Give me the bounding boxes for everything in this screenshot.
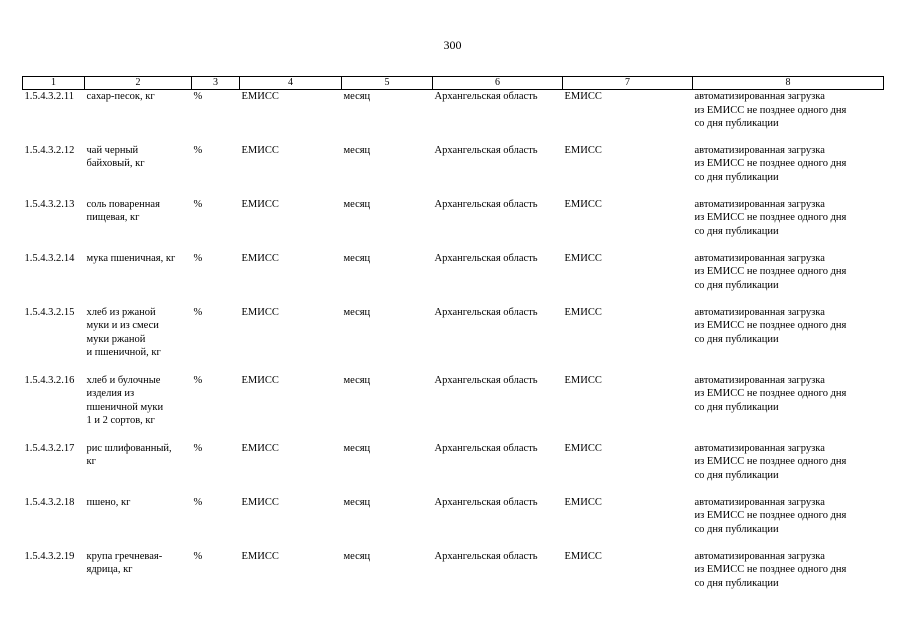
row-period-cell: месяц: [343, 252, 371, 264]
row-method-cell: автоматизированная загрузка из ЕМИСС не позднее одного дня со дня публикации: [694, 374, 847, 413]
table-row: [23, 374, 884, 442]
row-method-cell: автоматизированная загрузка из ЕМИСС не позднее одного дня со дня публикации: [694, 442, 847, 481]
row-period-cell: месяц: [343, 144, 371, 156]
row-name-cell: рис шлифованный, кг: [86, 442, 172, 468]
row-period-cell: месяц: [343, 374, 371, 386]
row-method-cell: автоматизированная загрузка из ЕМИСС не позднее одного дня со дня публикации: [694, 306, 847, 345]
row-provider-cell: ЕМИСС: [564, 252, 602, 264]
row-source-cell: ЕМИСС: [241, 306, 279, 318]
row-method-cell: автоматизированная загрузка из ЕМИСС не позднее одного дня со дня публикации: [694, 496, 847, 535]
header-cell: 2: [85, 77, 192, 90]
row-provider-cell: ЕМИСС: [564, 144, 602, 156]
row-period-cell: месяц: [343, 442, 371, 454]
header-cell: 3: [192, 77, 240, 90]
row-method-cell: автоматизированная загрузка из ЕМИСС не позднее одного дня со дня публикации: [694, 198, 847, 237]
row-code-cell: 1.5.4.3.2.17: [24, 442, 75, 454]
row-code-cell: 1.5.4.3.2.19: [24, 550, 75, 562]
row-code-cell: 1.5.4.3.2.18: [24, 496, 75, 508]
row-period-cell: месяц: [343, 550, 371, 562]
row-name-cell: хлеб из ржаной муки и из смеси муки ржаной и пшеничной, кг: [86, 306, 161, 359]
row-source-cell: ЕМИСС: [241, 144, 279, 156]
row-unit-cell: %: [193, 496, 203, 508]
table-row: [23, 306, 884, 374]
row-source-cell: ЕМИСС: [241, 374, 279, 386]
row-provider-cell: ЕМИСС: [564, 91, 602, 102]
row-unit-cell: %: [193, 252, 203, 264]
row-name-cell: хлеб и булочные изделия из пшеничной муки 1 и 2 сортов, кг: [86, 374, 164, 427]
row-provider-cell: ЕМИСС: [564, 496, 602, 508]
indicators-table: [22, 76, 884, 604]
header-cell: 4: [240, 77, 342, 90]
row-name-cell: крупа гречневая- ядрица, кг: [86, 550, 163, 576]
row-source-cell: ЕМИСС: [241, 550, 279, 562]
row-code-cell: 1.5.4.3.2.14: [24, 252, 75, 264]
row-period-cell: месяц: [343, 306, 371, 318]
row-source-cell: ЕМИСС: [241, 91, 279, 102]
row-period-cell: месяц: [343, 496, 371, 508]
row-source-cell: ЕМИСС: [241, 442, 279, 454]
row-method-cell: автоматизированная загрузка из ЕМИСС не позднее одного дня со дня публикации: [694, 144, 847, 183]
row-name-cell: соль поваренная пищевая, кг: [86, 198, 160, 224]
row-period-cell: месяц: [343, 198, 371, 210]
header-cell: 6: [433, 77, 563, 90]
row-unit-cell: %: [193, 550, 203, 562]
table-row: [23, 252, 884, 306]
row-unit-cell: %: [193, 374, 203, 386]
row-code-cell: 1.5.4.3.2.15: [24, 306, 75, 318]
row-region-cell: Архангельская область: [434, 306, 538, 318]
table-row: [23, 496, 884, 550]
page-number: 300: [443, 38, 462, 52]
row-provider-cell: ЕМИСС: [564, 374, 602, 386]
row-unit-cell: %: [193, 442, 203, 454]
row-region-cell: Архангельская область: [434, 442, 538, 454]
table-row: [23, 198, 884, 252]
header-cell: 5: [342, 77, 433, 90]
table-row: [23, 442, 884, 496]
row-name-cell: мука пшеничная, кг: [86, 252, 176, 264]
row-name-cell: сахар-песок, кг: [86, 91, 155, 102]
row-code-cell: 1.5.4.3.2.13: [24, 198, 75, 210]
row-provider-cell: ЕМИСС: [564, 198, 602, 210]
row-unit-cell: %: [193, 91, 203, 102]
row-code-cell: 1.5.4.3.2.16: [24, 374, 75, 386]
row-region-cell: Архангельская область: [434, 198, 538, 210]
row-source-cell: ЕМИСС: [241, 496, 279, 508]
row-name-cell: чай черный байховый, кг: [86, 144, 145, 170]
row-source-cell: ЕМИСС: [241, 198, 279, 210]
row-method-cell: автоматизированная загрузка из ЕМИСС не позднее одного дня со дня публикации: [694, 91, 847, 130]
row-unit-cell: %: [193, 144, 203, 156]
row-name-cell: пшено, кг: [86, 496, 131, 508]
header-row: [23, 77, 884, 90]
row-region-cell: Архангельская область: [434, 252, 538, 264]
header-cell: 8: [693, 77, 884, 90]
row-method-cell: автоматизированная загрузка из ЕМИСС не позднее одного дня со дня публикации: [694, 252, 847, 291]
row-region-cell: Архангельская область: [434, 144, 538, 156]
row-unit-cell: %: [193, 306, 203, 318]
table-row: [23, 550, 884, 604]
row-provider-cell: ЕМИСС: [564, 306, 602, 318]
row-region-cell: Архангельская область: [434, 550, 538, 562]
row-unit-cell: %: [193, 198, 203, 210]
table-row: [23, 144, 884, 198]
row-provider-cell: ЕМИСС: [564, 442, 602, 454]
table-row: [23, 90, 884, 144]
row-source-cell: ЕМИСС: [241, 252, 279, 264]
header-cell: 1: [23, 77, 85, 90]
row-region-cell: Архангельская область: [434, 91, 538, 102]
row-code-cell: 1.5.4.3.2.12: [24, 144, 75, 156]
header-cell: 7: [563, 77, 693, 90]
row-provider-cell: ЕМИСС: [564, 550, 602, 562]
row-period-cell: месяц: [343, 91, 371, 102]
row-method-cell: автоматизированная загрузка из ЕМИСС не позднее одного дня со дня публикации: [694, 550, 847, 589]
row-code-cell: 1.5.4.3.2.11: [24, 91, 74, 102]
row-region-cell: Архангельская область: [434, 374, 538, 386]
row-region-cell: Архангельская область: [434, 496, 538, 508]
